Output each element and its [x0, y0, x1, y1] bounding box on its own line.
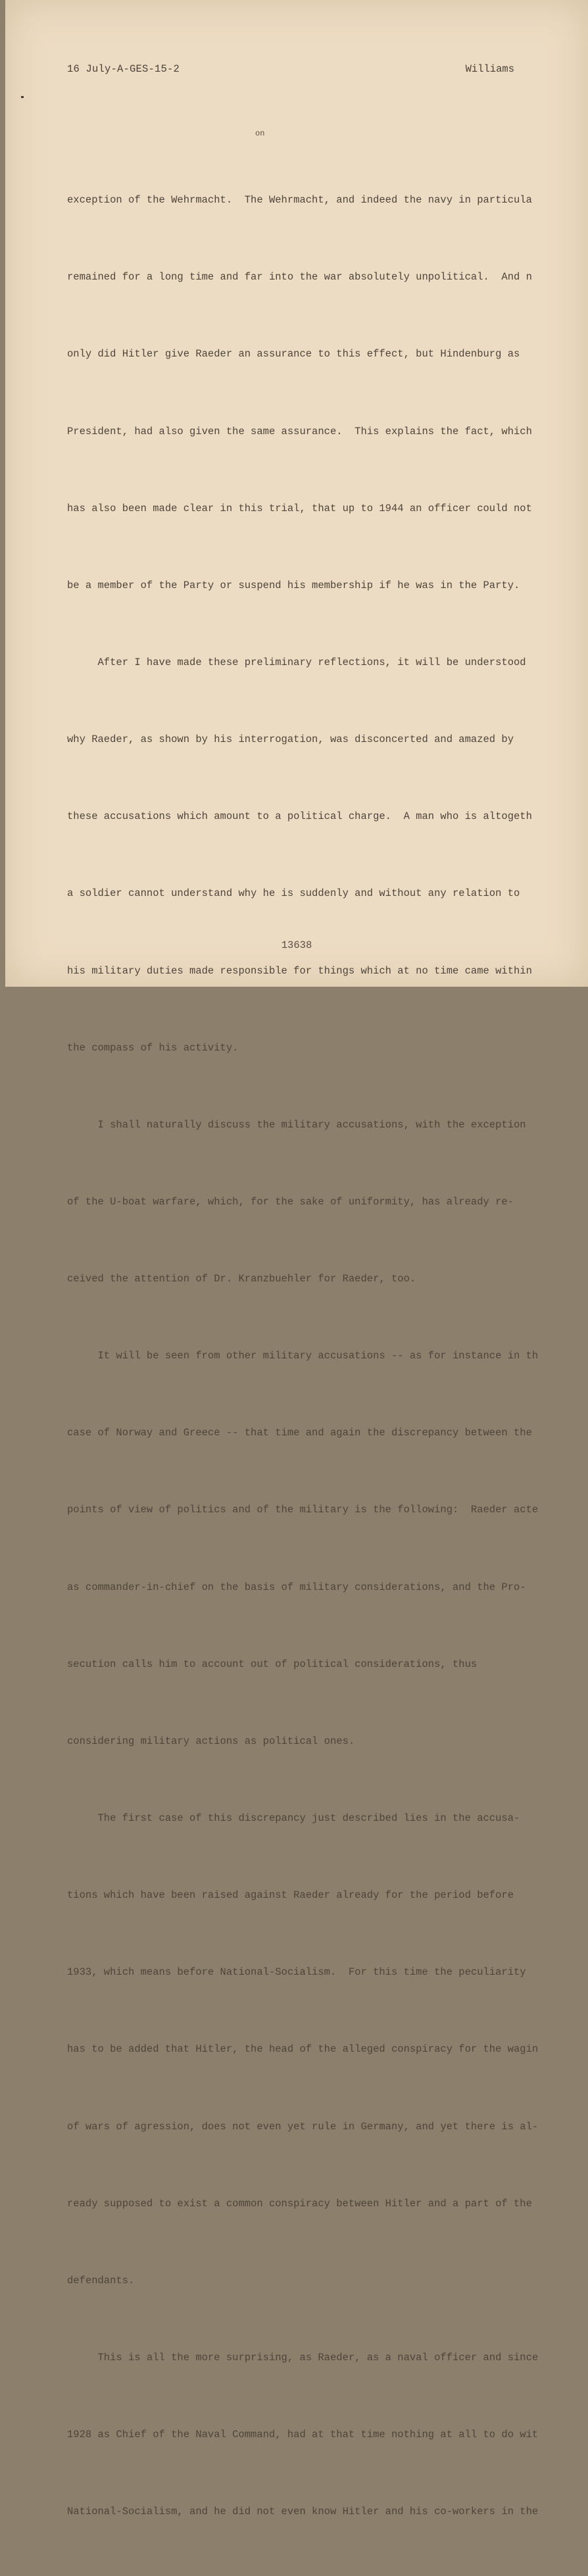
text-line: as commander-in-chief on the basis of military considerations, and the Pro-: [67, 1581, 526, 1593]
text-line: of the U-boat warfare, which, for the sake of uniformity, has already re-: [67, 1195, 514, 1208]
text-line: has to be added that Hitler, the head of the alleged conspiracy for the wagin: [67, 2043, 539, 2056]
text-line: remained for a long time and far into the war absolutely unpolitical. And n: [67, 271, 532, 284]
text-line: defendants.: [67, 2274, 135, 2287]
text-line: his military duties made responsible for things which at no time came within: [67, 964, 532, 977]
text-line: exception of the Wehrmacht. The Wehrmacht, and indeed the navy in particula: [67, 194, 532, 207]
text-line: This is all the more surprising, as Raeder, as a naval officer and since: [67, 2352, 539, 2364]
transcript-body: [67, 136, 549, 2576]
text-line: these accusations which amount to a political charge. A man who is altogeth: [67, 810, 532, 823]
text-line: President, had also given the same assurance. This explains the fact, which: [67, 425, 532, 437]
text-line: points of view of politics and of the military is the following: Raeder acte: [67, 1504, 539, 1516]
text-line: tions which have been raised against Raeder already for the period before: [67, 1889, 514, 1902]
text-line: considering military actions as political ones.: [67, 1735, 355, 1747]
text-line: the compass of his activity.: [67, 1041, 239, 1054]
transcript-reference: 16 July-A-GES-15-2: [67, 63, 180, 75]
handwritten-insertion-mark: on: [255, 129, 265, 138]
text-line: why Raeder, as shown by his interrogation, was disconcerted and amazed by: [67, 733, 514, 746]
text-line: has also been made clear in this trial, that up to 1944 an officer could not: [67, 502, 532, 514]
text-line: After I have made these preliminary reflections, it will be understood: [67, 656, 526, 668]
text-line: secution calls him to account out of political considerations, thus: [67, 1658, 478, 1670]
text-line: National-Socialism, and he did not even know Hitler and his co-workers in the: [67, 2506, 539, 2518]
text-line: of wars of agression, does not even yet rule in Germany, and yet there is al-: [67, 2120, 539, 2133]
text-line: 1928 as Chief of the Naval Command, had at that time nothing at all to do wit: [67, 2429, 539, 2441]
text-line: ceived the attention of Dr. Kranzbuehler for Raeder, too.: [67, 1273, 416, 1285]
page-number: 13638: [281, 939, 312, 951]
text-line: ready supposed to exist a common conspiracy between Hitler and a part of the: [67, 2197, 532, 2210]
text-line: a soldier cannot understand why he is suddenly and without any relation to: [67, 887, 520, 900]
text-line: be a member of the Party or suspend his membership if he was in the Party.: [67, 579, 520, 591]
text-line: The first case of this discrepancy just described lies in the accusa-: [67, 1812, 520, 1825]
document-page: [5, 0, 588, 2518]
text-line: 1933, which means before National-Socialism. For this time the peculiarity: [67, 1966, 526, 1979]
text-line: I shall naturally discuss the military accusations, with the exception: [67, 1118, 526, 1131]
text-line: case of Norway and Greece -- that time and again the discrepancy between the: [67, 1427, 532, 1439]
margin-dot-mark: [21, 96, 24, 98]
reporter-name: Williams: [465, 63, 514, 75]
text-line: It will be seen from other military accusations -- as for instance in th: [67, 1350, 539, 1362]
text-line: only did Hitler give Raeder an assurance to this effect, but Hindenburg as: [67, 348, 520, 360]
